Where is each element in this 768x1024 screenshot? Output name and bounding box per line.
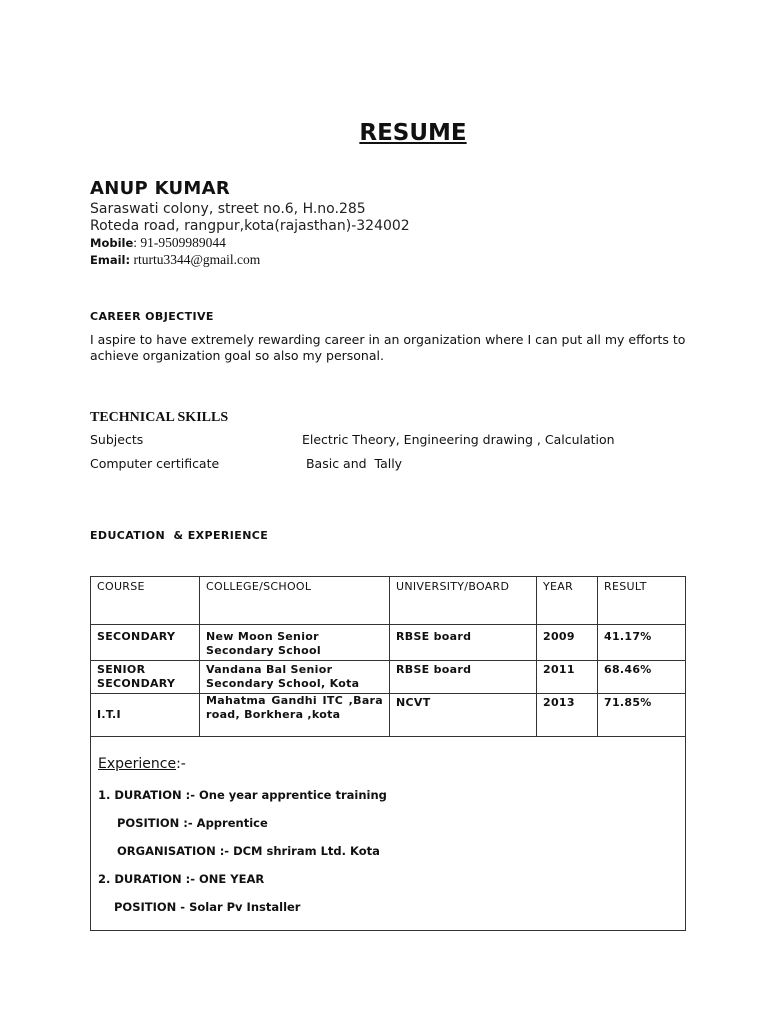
- table-header-row: [91, 577, 686, 625]
- header-course: COURSE: [91, 577, 200, 625]
- career-objective-heading: CAREER OBJECTIVE: [90, 310, 214, 323]
- email-value: rturtu3344@gmail.com: [130, 252, 261, 267]
- cell-course: I.T.I: [91, 694, 200, 737]
- mobile-value: : 91-9509989044: [133, 235, 226, 250]
- cell-board: RBSE board: [390, 661, 537, 694]
- resume-title: RESUME: [359, 120, 467, 146]
- address-line-1: Saraswati colony, street no.6, H.no.285: [90, 201, 366, 217]
- cell-course: SECONDARY: [91, 625, 200, 661]
- header-college: COLLEGE/SCHOOL: [200, 577, 390, 625]
- skill-value-subjects: Electric Theory, Engineering drawing , Calculation: [302, 432, 615, 447]
- experience-line-organisation-1: ORGANISATION :- DCM shriram Ltd. Kota: [117, 844, 380, 858]
- mobile-line: [90, 235, 226, 251]
- cell-college: Mahatma Gandhi ITC ,Bara road, Borkhera ,kota: [200, 694, 390, 737]
- experience-line-duration-2: 2. DURATION :- ONE YEAR: [98, 872, 265, 886]
- cell-year: 2013: [537, 694, 598, 737]
- cell-college: Vandana Bal Senior Secondary School, Kota: [200, 661, 390, 694]
- experience-heading: [98, 756, 186, 772]
- education-heading: EDUCATION & EXPERIENCE: [90, 529, 269, 542]
- address-line-2: Roteda road, rangpur,kota(rajasthan)-324002: [90, 218, 410, 234]
- experience-line-duration-1: 1. DURATION :- One year apprentice training: [98, 788, 387, 802]
- candidate-name: ANUP KUMAR: [90, 178, 231, 199]
- cell-board: NCVT: [390, 694, 537, 737]
- cell-result: 68.46%: [598, 661, 686, 694]
- cell-course: SENIOR SECONDARY: [91, 661, 200, 694]
- header-year: YEAR: [537, 577, 598, 625]
- skill-label-subjects: Subjects: [90, 432, 144, 447]
- table-row: [91, 625, 686, 661]
- cell-year: 2009: [537, 625, 598, 661]
- table-row: [91, 661, 686, 694]
- cell-board: RBSE board: [390, 625, 537, 661]
- experience-heading-suffix: :-: [176, 756, 186, 772]
- cell-college: New Moon Senior Secondary School: [200, 625, 390, 661]
- cell-result: 41.17%: [598, 625, 686, 661]
- education-table: [90, 576, 686, 737]
- header-result: RESULT: [598, 577, 686, 625]
- career-objective-text: I aspire to have extremely rewarding career in an organization where I can put all my efforts to achieve organization goal so also my personal.: [90, 332, 686, 363]
- email-line: [90, 252, 260, 268]
- cell-result: 71.85%: [598, 694, 686, 737]
- header-board: UNIVERSITY/BOARD: [390, 577, 537, 625]
- email-label: Email:: [90, 253, 131, 267]
- skill-value-computer: Basic and Tally: [302, 456, 403, 471]
- experience-line-position-1: POSITION :- Apprentice: [117, 816, 268, 830]
- skill-label-computer: Computer certificate: [90, 456, 220, 471]
- mobile-label: Mobile: [90, 236, 134, 250]
- experience-heading-text: Experience: [98, 756, 177, 772]
- experience-line-position-2: POSITION - Solar Pv Installer: [114, 900, 301, 914]
- cell-year: 2011: [537, 661, 598, 694]
- technical-skills-heading: TECHNICAL SKILLS: [90, 410, 229, 425]
- experience-box: [90, 728, 686, 931]
